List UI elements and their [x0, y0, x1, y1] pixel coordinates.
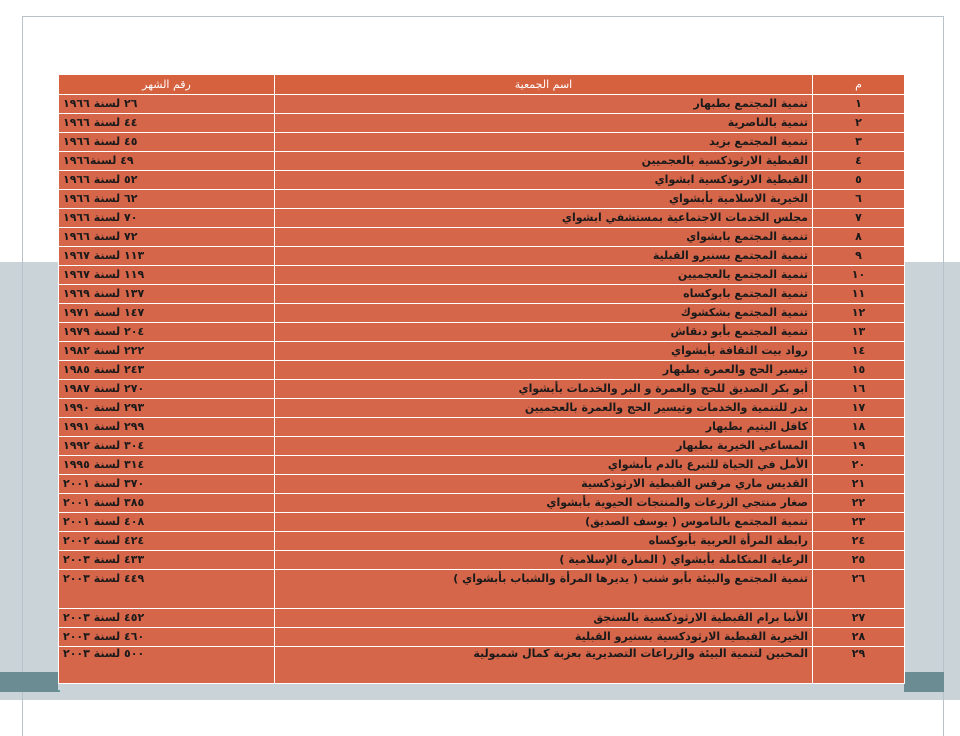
- association-name: مجلس الخدمات الاجتماعية بمستشفي ابشواي: [275, 209, 813, 228]
- registration-number: ٤٦٠ لسنة ٢٠٠٣: [59, 628, 275, 647]
- registration-number: ٣٨٥ لسنة ٢٠٠١: [59, 494, 275, 513]
- registration-number: ١٤٧ لسنة ١٩٧١: [59, 304, 275, 323]
- association-name: تنمية المجتمع بأبو دنقاش: [275, 323, 813, 342]
- table-row: [59, 323, 905, 342]
- row-number: ١٥: [813, 361, 905, 380]
- table-row: [59, 513, 905, 532]
- row-number: ١١: [813, 285, 905, 304]
- registration-number: ٢٧٠ لسنة ١٩٨٧: [59, 380, 275, 399]
- row-number: ٢٩: [813, 647, 905, 684]
- registration-number: ٧٠ لسنة ١٩٦٦: [59, 209, 275, 228]
- registration-number: ٢٠٤ لسنة ١٩٧٩: [59, 323, 275, 342]
- bottom-accent-left: [0, 672, 58, 692]
- row-number: ٨: [813, 228, 905, 247]
- registration-number: ٤٤ لسنة ١٩٦٦: [59, 114, 275, 133]
- registration-number: ٤٥ لسنة ١٩٦٦: [59, 133, 275, 152]
- association-name: أبو بكر الصديق للحج والعمرة و البر والخدمات بأبشواي: [275, 380, 813, 399]
- registration-number: ٤٩ لسنة١٩٦٦: [59, 152, 275, 171]
- association-name: المساعي الخيرية بطبهار: [275, 437, 813, 456]
- association-name: القبطية الارثوذكسية ابشواي: [275, 171, 813, 190]
- table-row: [59, 304, 905, 323]
- table-row: [59, 475, 905, 494]
- row-number: ٢٤: [813, 532, 905, 551]
- registration-number: ١٣٧ لسنة ١٩٦٩: [59, 285, 275, 304]
- row-number: ٦: [813, 190, 905, 209]
- table-row: [59, 171, 905, 190]
- association-name: تنمية بالناصرية: [275, 114, 813, 133]
- row-number: ٢٧: [813, 609, 905, 628]
- row-number: ٢٦: [813, 570, 905, 609]
- association-name: الخيرية القبطية الارثوذكسية بسنيرو القبلية: [275, 628, 813, 647]
- row-number: ١٨: [813, 418, 905, 437]
- association-name: تنمية المجتمع بالعجميين: [275, 266, 813, 285]
- row-number: ٥: [813, 171, 905, 190]
- table-row: [59, 437, 905, 456]
- table-row: [59, 266, 905, 285]
- association-name: رابطة المرأة العربية بأبوكساه: [275, 532, 813, 551]
- table-row: [59, 609, 905, 628]
- table-row: [59, 247, 905, 266]
- row-number: ١٤: [813, 342, 905, 361]
- registration-number: ٤٤٩ لسنة ٢٠٠٣: [59, 570, 275, 609]
- registration-number: ٢٢٢ لسنة ١٩٨٢: [59, 342, 275, 361]
- association-name: تنمية المجتمع بابشواي: [275, 228, 813, 247]
- bottom-accent-right: [904, 672, 944, 692]
- association-name: الأمل في الحياة للتبرع بالدم بأبشواي: [275, 456, 813, 475]
- table-row: [59, 532, 905, 551]
- association-name: رواد بيت الثقافة بأبشواي: [275, 342, 813, 361]
- table-row: [59, 570, 905, 609]
- association-name: تنمية المجتمع والبيئة بأبو شنب ( يديرها المرأة والشباب بأبشواي ): [275, 570, 813, 609]
- row-number: ٢٠: [813, 456, 905, 475]
- associations-table: [58, 74, 905, 684]
- registration-number: ٢٦ لسنة ١٩٦٦: [59, 95, 275, 114]
- table-row: [59, 456, 905, 475]
- registration-number: ٤٣٣ لسنة ٢٠٠٣: [59, 551, 275, 570]
- registration-number: ٥٢ لسنة ١٩٦٦: [59, 171, 275, 190]
- registration-number: ٤٥٢ لسنة ٢٠٠٣: [59, 609, 275, 628]
- table-row: [59, 399, 905, 418]
- association-name: صغار منتجي الزرعات والمنتجات الحيوية بأبشواي: [275, 494, 813, 513]
- header-number: م: [813, 75, 905, 95]
- association-name: تنمية المجتمع بابوكساه: [275, 285, 813, 304]
- table-header-row: [59, 75, 905, 95]
- table-row: [59, 95, 905, 114]
- row-number: ٢١: [813, 475, 905, 494]
- table-row: [59, 133, 905, 152]
- registration-number: ٤٢٤ لسنة ٢٠٠٢: [59, 532, 275, 551]
- registration-number: ٢٤٣ لسنة ١٩٨٥: [59, 361, 275, 380]
- row-number: ١٢: [813, 304, 905, 323]
- table-row: [59, 380, 905, 399]
- table-row: [59, 628, 905, 647]
- registration-number: ٣٧٠ لسنة ٢٠٠١: [59, 475, 275, 494]
- table-row: [59, 361, 905, 380]
- registration-number: ٣١٤ لسنة ١٩٩٥: [59, 456, 275, 475]
- row-number: ١٩: [813, 437, 905, 456]
- row-number: ١٠: [813, 266, 905, 285]
- header-registration-number: رقم الشهر: [59, 75, 275, 95]
- association-name: تيسير الحج والعمرة بطبهار: [275, 361, 813, 380]
- table-row: [59, 418, 905, 437]
- row-number: ٢٨: [813, 628, 905, 647]
- association-name: بدر للتنمية والخدمات وتيسير الحج والعمرة بالعجميين: [275, 399, 813, 418]
- table-row: [59, 114, 905, 133]
- table-row: [59, 647, 905, 684]
- registration-number: ٧٢ لسنة ١٩٦٦: [59, 228, 275, 247]
- row-number: ٣: [813, 133, 905, 152]
- table-row: [59, 190, 905, 209]
- registration-number: ٢٩٩ لسنة ١٩٩١: [59, 418, 275, 437]
- table-row: [59, 342, 905, 361]
- table-row: [59, 551, 905, 570]
- row-number: ٢٥: [813, 551, 905, 570]
- association-name: الخيرية الاسلامية بأبشواي: [275, 190, 813, 209]
- row-number: ٢٢: [813, 494, 905, 513]
- association-name: كافل اليتيم بطبهار: [275, 418, 813, 437]
- row-number: ١: [813, 95, 905, 114]
- row-number: ٢٣: [813, 513, 905, 532]
- table-row: [59, 152, 905, 171]
- table-row: [59, 209, 905, 228]
- registration-number: ١١٩ لسنة ١٩٦٧: [59, 266, 275, 285]
- row-number: ٩: [813, 247, 905, 266]
- header-association-name: اسم الجمعية: [275, 75, 813, 95]
- association-name: تنمية المجتمع بشكشوك: [275, 304, 813, 323]
- registration-number: ٦٢ لسنة ١٩٦٦: [59, 190, 275, 209]
- registration-number: ٥٠٠ لسنة ٢٠٠٣: [59, 647, 275, 684]
- association-name: المحبين لتنمية البيئة والزراعات التصديرية بعزبة كمال شمبولية: [275, 647, 813, 684]
- association-name: تنمية المجتمع بسنيرو القبلية: [275, 247, 813, 266]
- association-name: تنمية المجتمع بالناموس ( يوسف الصديق): [275, 513, 813, 532]
- row-number: ١٦: [813, 380, 905, 399]
- table-row: [59, 228, 905, 247]
- association-name: الأنبا برام القبطية الارثوذكسية بالسنجق: [275, 609, 813, 628]
- association-name: القديس ماري مرقس القبطية الارثوذكسية: [275, 475, 813, 494]
- registration-number: ٣٠٤ لسنة ١٩٩٢: [59, 437, 275, 456]
- association-name: الرعاية المتكاملة بأبشواي ( المنارة الإسلامية ): [275, 551, 813, 570]
- row-number: ٤: [813, 152, 905, 171]
- registration-number: ١١٣ لسنة ١٩٦٧: [59, 247, 275, 266]
- table-row: [59, 285, 905, 304]
- row-number: ٢: [813, 114, 905, 133]
- table-row: [59, 494, 905, 513]
- registration-number: ٢٩٣ لسنة ١٩٩٠: [59, 399, 275, 418]
- association-name: تنمية المجتمع بزيد: [275, 133, 813, 152]
- association-name: القبطية الارثوذكسية بالعجميين: [275, 152, 813, 171]
- row-number: ٧: [813, 209, 905, 228]
- registration-number: ٤٠٨ لسنة ٢٠٠١: [59, 513, 275, 532]
- row-number: ١٧: [813, 399, 905, 418]
- row-number: ١٣: [813, 323, 905, 342]
- association-name: تنمية المجتمع بطبهار: [275, 95, 813, 114]
